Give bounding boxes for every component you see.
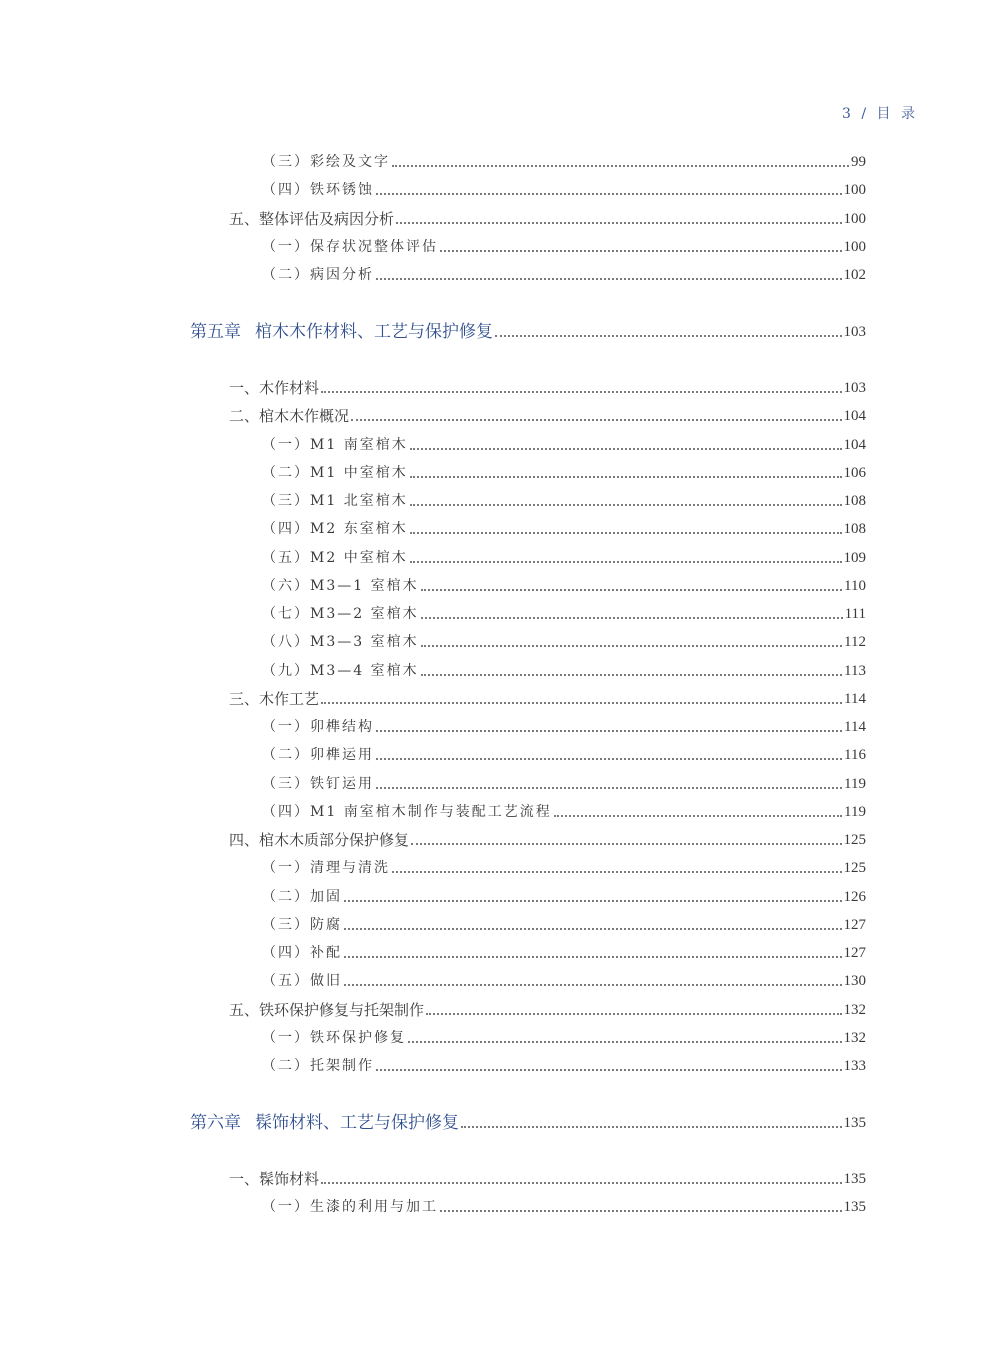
toc-entry[interactable]: 五、铁环保护修复与托架制作 132 xyxy=(229,1001,866,1019)
toc-entry[interactable]: （六）M3—1 室棺木 110 xyxy=(262,578,866,594)
dot-leader xyxy=(410,476,842,478)
toc-entry[interactable]: 一、髹饰材料 135 xyxy=(229,1170,866,1188)
dot-leader xyxy=(421,674,842,676)
toc-entry[interactable]: 四、棺木木质部分保护修复 125 xyxy=(229,831,866,849)
toc-entry[interactable]: 二、棺木木作概况 104 xyxy=(229,407,866,425)
toc-entry[interactable]: （一）卯榫结构 114 xyxy=(262,719,866,735)
dot-leader xyxy=(461,1126,842,1128)
dot-leader xyxy=(321,1182,841,1184)
toc-entry[interactable]: （二）病因分析 102 xyxy=(262,267,866,283)
header-separator: / xyxy=(861,106,870,122)
chapter-title: 髹饰材料、工艺与保护修复 xyxy=(255,1113,459,1133)
chapter-title: 棺木木作材料、工艺与保护修复 xyxy=(255,322,493,342)
chapter-number: 第五章 xyxy=(190,322,241,342)
toc-entry[interactable]: （四）M1 南室棺木制作与装配工艺流程 119 xyxy=(262,804,866,820)
dot-leader xyxy=(392,871,842,873)
dot-leader xyxy=(421,617,843,619)
toc-entry[interactable]: （二）加固 126 xyxy=(262,889,866,905)
dot-leader xyxy=(554,815,842,817)
dot-leader xyxy=(421,589,842,591)
chapter-number: 第六章 xyxy=(190,1113,241,1133)
dot-leader xyxy=(410,561,842,563)
toc-entry[interactable]: （一）保存状况整体评估 100 xyxy=(262,239,866,255)
toc-entry[interactable]: 五、整体评估及病因分析 100 xyxy=(229,210,866,228)
dot-leader xyxy=(321,702,842,704)
header-page-number: 3 xyxy=(842,106,854,122)
toc-entry[interactable]: （五）M2 中室棺木 109 xyxy=(262,550,866,566)
toc-entry[interactable]: （一）M1 南室棺木 104 xyxy=(262,437,866,453)
dot-leader xyxy=(321,391,841,393)
toc-entry[interactable]: （二）卯榫运用 116 xyxy=(262,747,866,763)
dot-leader xyxy=(376,758,842,760)
toc-entry[interactable]: （四）铁环锈蚀 100 xyxy=(262,182,866,198)
dot-leader xyxy=(344,984,842,986)
dot-leader xyxy=(440,250,842,252)
toc-entry[interactable]: 三、木作工艺 114 xyxy=(229,690,866,708)
dot-leader xyxy=(410,532,842,534)
dot-leader xyxy=(351,419,841,421)
dot-leader xyxy=(396,222,841,224)
toc-entry[interactable]: （二）M1 中室棺木 106 xyxy=(262,465,866,481)
dot-leader xyxy=(421,645,842,647)
header-title: 目 录 xyxy=(876,106,918,122)
dot-leader xyxy=(376,278,842,280)
dot-leader xyxy=(376,193,842,195)
toc-chapter-5[interactable]: 第五章 棺木木作材料、工艺与保护修复 103 xyxy=(190,322,866,342)
dot-leader xyxy=(411,843,841,845)
dot-leader xyxy=(392,165,849,167)
running-header xyxy=(842,103,918,123)
toc-entry[interactable]: （七）M3—2 室棺木 111 xyxy=(262,606,866,622)
toc-entry[interactable]: （三）铁钉运用 119 xyxy=(262,776,866,792)
toc-chapter-6[interactable]: 第六章 髹饰材料、工艺与保护修复 135 xyxy=(190,1113,866,1133)
dot-leader xyxy=(426,1013,841,1015)
toc-entry[interactable]: （四）M2 东室棺木 108 xyxy=(262,521,866,537)
dot-leader xyxy=(376,1069,842,1071)
dot-leader xyxy=(376,730,842,732)
dot-leader xyxy=(408,1041,842,1043)
dot-leader xyxy=(440,1210,842,1212)
toc-entry[interactable]: （四）补配 127 xyxy=(262,945,866,961)
toc-entry[interactable]: （五）做旧 130 xyxy=(262,973,866,989)
toc-entry[interactable]: （八）M3—3 室棺木 112 xyxy=(262,634,866,650)
toc-entry[interactable]: （二）托架制作 133 xyxy=(262,1058,866,1074)
toc-entry[interactable]: （三）M1 北室棺木 108 xyxy=(262,493,866,509)
dot-leader xyxy=(344,956,842,958)
toc-entry[interactable]: （三）防腐 127 xyxy=(262,917,866,933)
toc-entry[interactable]: （一）生漆的利用与加工 135 xyxy=(262,1199,866,1215)
dot-leader xyxy=(410,504,842,506)
toc-entry[interactable]: 一、木作材料 103 xyxy=(229,379,866,397)
dot-leader xyxy=(344,928,842,930)
toc-entry[interactable]: （一）铁环保护修复 132 xyxy=(262,1030,866,1046)
dot-leader xyxy=(495,335,842,337)
dot-leader xyxy=(410,448,842,450)
dot-leader xyxy=(344,900,842,902)
toc-entry[interactable]: （九）M3—4 室棺木 113 xyxy=(262,663,866,679)
dot-leader xyxy=(376,787,842,789)
toc-entry[interactable]: （一）清理与清洗 125 xyxy=(262,860,866,876)
toc-entry[interactable]: （三）彩绘及文字 99 xyxy=(262,154,866,170)
